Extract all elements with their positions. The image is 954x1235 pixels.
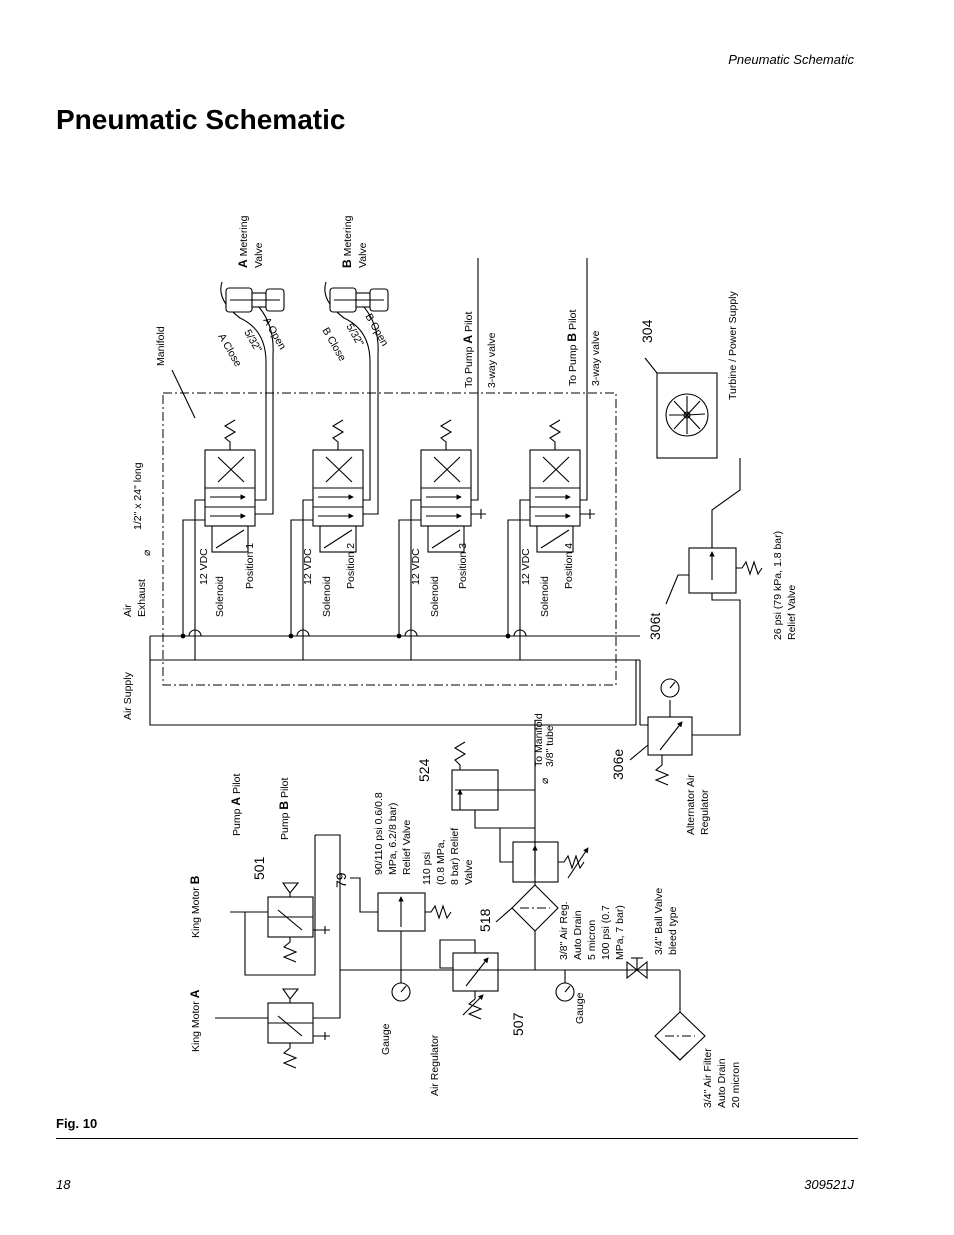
a-metering-label-2: Valve bbox=[253, 242, 265, 268]
relief-26-label: 26 psi (79 kPa, 1.8 bar) bbox=[772, 530, 784, 640]
b-metering-label-2: Valve bbox=[357, 242, 369, 268]
relief-26-label-2: Relief Valve bbox=[786, 584, 798, 640]
solenoid-valve-2 bbox=[289, 355, 378, 660]
callout-306e: 306e bbox=[610, 748, 626, 780]
position-1: Position 1 bbox=[244, 542, 256, 589]
relief-90-label-3: Relief Valve bbox=[401, 819, 413, 875]
alternator-regulator-306e bbox=[630, 679, 692, 785]
air-regulator-label: Air Regulator bbox=[429, 1034, 441, 1096]
air-reg-label-5: MPa, 7 bar) bbox=[614, 905, 626, 960]
solenoid-3: Solenoid bbox=[429, 576, 441, 617]
ball-valve bbox=[627, 958, 680, 1012]
air-reg-label-4: 100 psi (0.7 bbox=[600, 905, 612, 960]
to-manifold-label: To Manifold bbox=[533, 713, 545, 767]
relief-110-label-3: 8 bar) Relief bbox=[449, 827, 461, 885]
pump-a-pilot-lower: Pump A Pilot bbox=[229, 773, 243, 836]
solenoid-4: Solenoid bbox=[539, 576, 551, 617]
page-title: Pneumatic Schematic bbox=[56, 104, 346, 135]
position-2: Position 2 bbox=[345, 542, 357, 589]
relief-110-label-2: (0.8 MPa, bbox=[435, 839, 447, 885]
solenoid-1: Solenoid bbox=[214, 576, 226, 617]
relief-90-label-1: 90/110 psi 0.6/0.8 bbox=[373, 792, 385, 875]
air-exhaust-label-1: Air bbox=[122, 604, 134, 617]
footer-rule bbox=[56, 1138, 858, 1139]
a-tube-label: 5/32" bbox=[241, 327, 264, 355]
callout-306t: 306t bbox=[647, 612, 663, 640]
callout-501: 501 bbox=[251, 856, 267, 880]
relief-valve-524 bbox=[452, 720, 535, 828]
relief-90-label-2: MPa, 6.2/8 bar) bbox=[387, 802, 399, 875]
b-close-label: B Close bbox=[319, 325, 349, 364]
turbine-label: Turbine / Power Supply bbox=[727, 291, 739, 400]
air-reg-label-1: 3/8" Air Reg. bbox=[558, 901, 570, 960]
position-3: Position 3 bbox=[457, 542, 469, 589]
pump-b-pilot-label: To Pump B Pilot bbox=[565, 309, 579, 386]
alt-reg-label-2: Regulator bbox=[699, 789, 711, 835]
callout-304: 304 bbox=[639, 319, 655, 343]
callout-79: 79 bbox=[333, 872, 349, 888]
manifold-leader bbox=[172, 370, 195, 418]
a-open-label: A Open bbox=[260, 315, 289, 352]
diameter-symbol: ⌀ bbox=[141, 549, 153, 556]
callout-507: 507 bbox=[510, 1012, 526, 1036]
callout-524: 524 bbox=[416, 758, 432, 782]
air-filter-label-1: 3/4" Air Filter bbox=[702, 1048, 714, 1108]
alt-reg-label-1: Alternator Air bbox=[685, 774, 697, 835]
tube-38-label: 3/8" tube bbox=[544, 725, 556, 767]
b-open-label: B Open bbox=[362, 311, 391, 349]
figure-label: Fig. 10 bbox=[56, 1116, 98, 1131]
a-close-label: A Close bbox=[215, 331, 244, 369]
callout-518: 518 bbox=[477, 908, 493, 932]
air-filter-3-4 bbox=[655, 1012, 705, 1060]
air-exhaust-label-2: Exhaust bbox=[136, 579, 148, 617]
air-reg-filter-518 bbox=[496, 885, 558, 970]
air-filter-label-2: Auto Drain bbox=[716, 1058, 728, 1108]
manifold-label: Manifold bbox=[155, 326, 167, 366]
gauge-left bbox=[392, 970, 410, 1001]
ball-valve-label-1: 3/4" Ball Valve bbox=[653, 887, 665, 955]
air-reg-label-3: 5 micron bbox=[586, 919, 598, 960]
a-metering-label: A Metering bbox=[236, 215, 250, 268]
king-motor-b-valve bbox=[230, 835, 330, 975]
solenoid-2: Solenoid bbox=[321, 576, 333, 617]
b-tube-label: 5/32" bbox=[343, 321, 366, 349]
air-filter-label-3: 20 micron bbox=[730, 1061, 742, 1108]
air-supply-label: Air Supply bbox=[122, 672, 134, 720]
pump-a-pilot-label: To Pump A Pilot bbox=[461, 311, 475, 388]
relief-110-label-4: Valve bbox=[463, 859, 475, 885]
running-header: Pneumatic Schematic bbox=[728, 52, 854, 67]
diameter-symbol-2: ⌀ bbox=[539, 777, 551, 784]
b-metering-label: B Metering bbox=[340, 215, 354, 268]
air-regulator-507 bbox=[440, 940, 498, 1019]
king-motor-b-label: King Motor B bbox=[188, 875, 202, 938]
turbine-power-supply bbox=[645, 358, 740, 548]
position-4: Position 4 bbox=[563, 542, 575, 589]
vdc-3: 12 VDC bbox=[410, 548, 422, 585]
solenoid-valve-1 bbox=[181, 355, 273, 660]
king-motor-a-label: King Motor A bbox=[188, 989, 202, 1052]
vdc-4: 12 VDC bbox=[520, 548, 532, 585]
tube-spec-label: 1/2" x 24" long bbox=[132, 462, 144, 530]
air-reg-label-2: Auto Drain bbox=[572, 910, 584, 960]
vdc-1: 12 VDC bbox=[198, 548, 210, 585]
king-motor-a-valve bbox=[215, 970, 340, 1068]
gauge-label-right: Gauge bbox=[574, 992, 586, 1024]
gauge-right bbox=[556, 970, 574, 1001]
relief-valve-110psi bbox=[500, 828, 588, 882]
pump-b-pilot-lower: Pump B Pilot bbox=[277, 777, 291, 840]
relief-110-label-1: 110 psi bbox=[421, 851, 433, 885]
air-supply-line bbox=[150, 636, 636, 725]
relief-valve-306t bbox=[666, 548, 762, 735]
page-number: 18 bbox=[56, 1177, 71, 1192]
three-way-a-label: 3-way valve bbox=[486, 332, 498, 388]
ball-valve-label-2: bleed type bbox=[667, 906, 679, 955]
three-way-b-label: 3-way valve bbox=[590, 330, 602, 386]
vdc-2: 12 VDC bbox=[302, 548, 314, 585]
gauge-label-left: Gauge bbox=[380, 1023, 392, 1055]
doc-number: 309521J bbox=[804, 1177, 854, 1192]
